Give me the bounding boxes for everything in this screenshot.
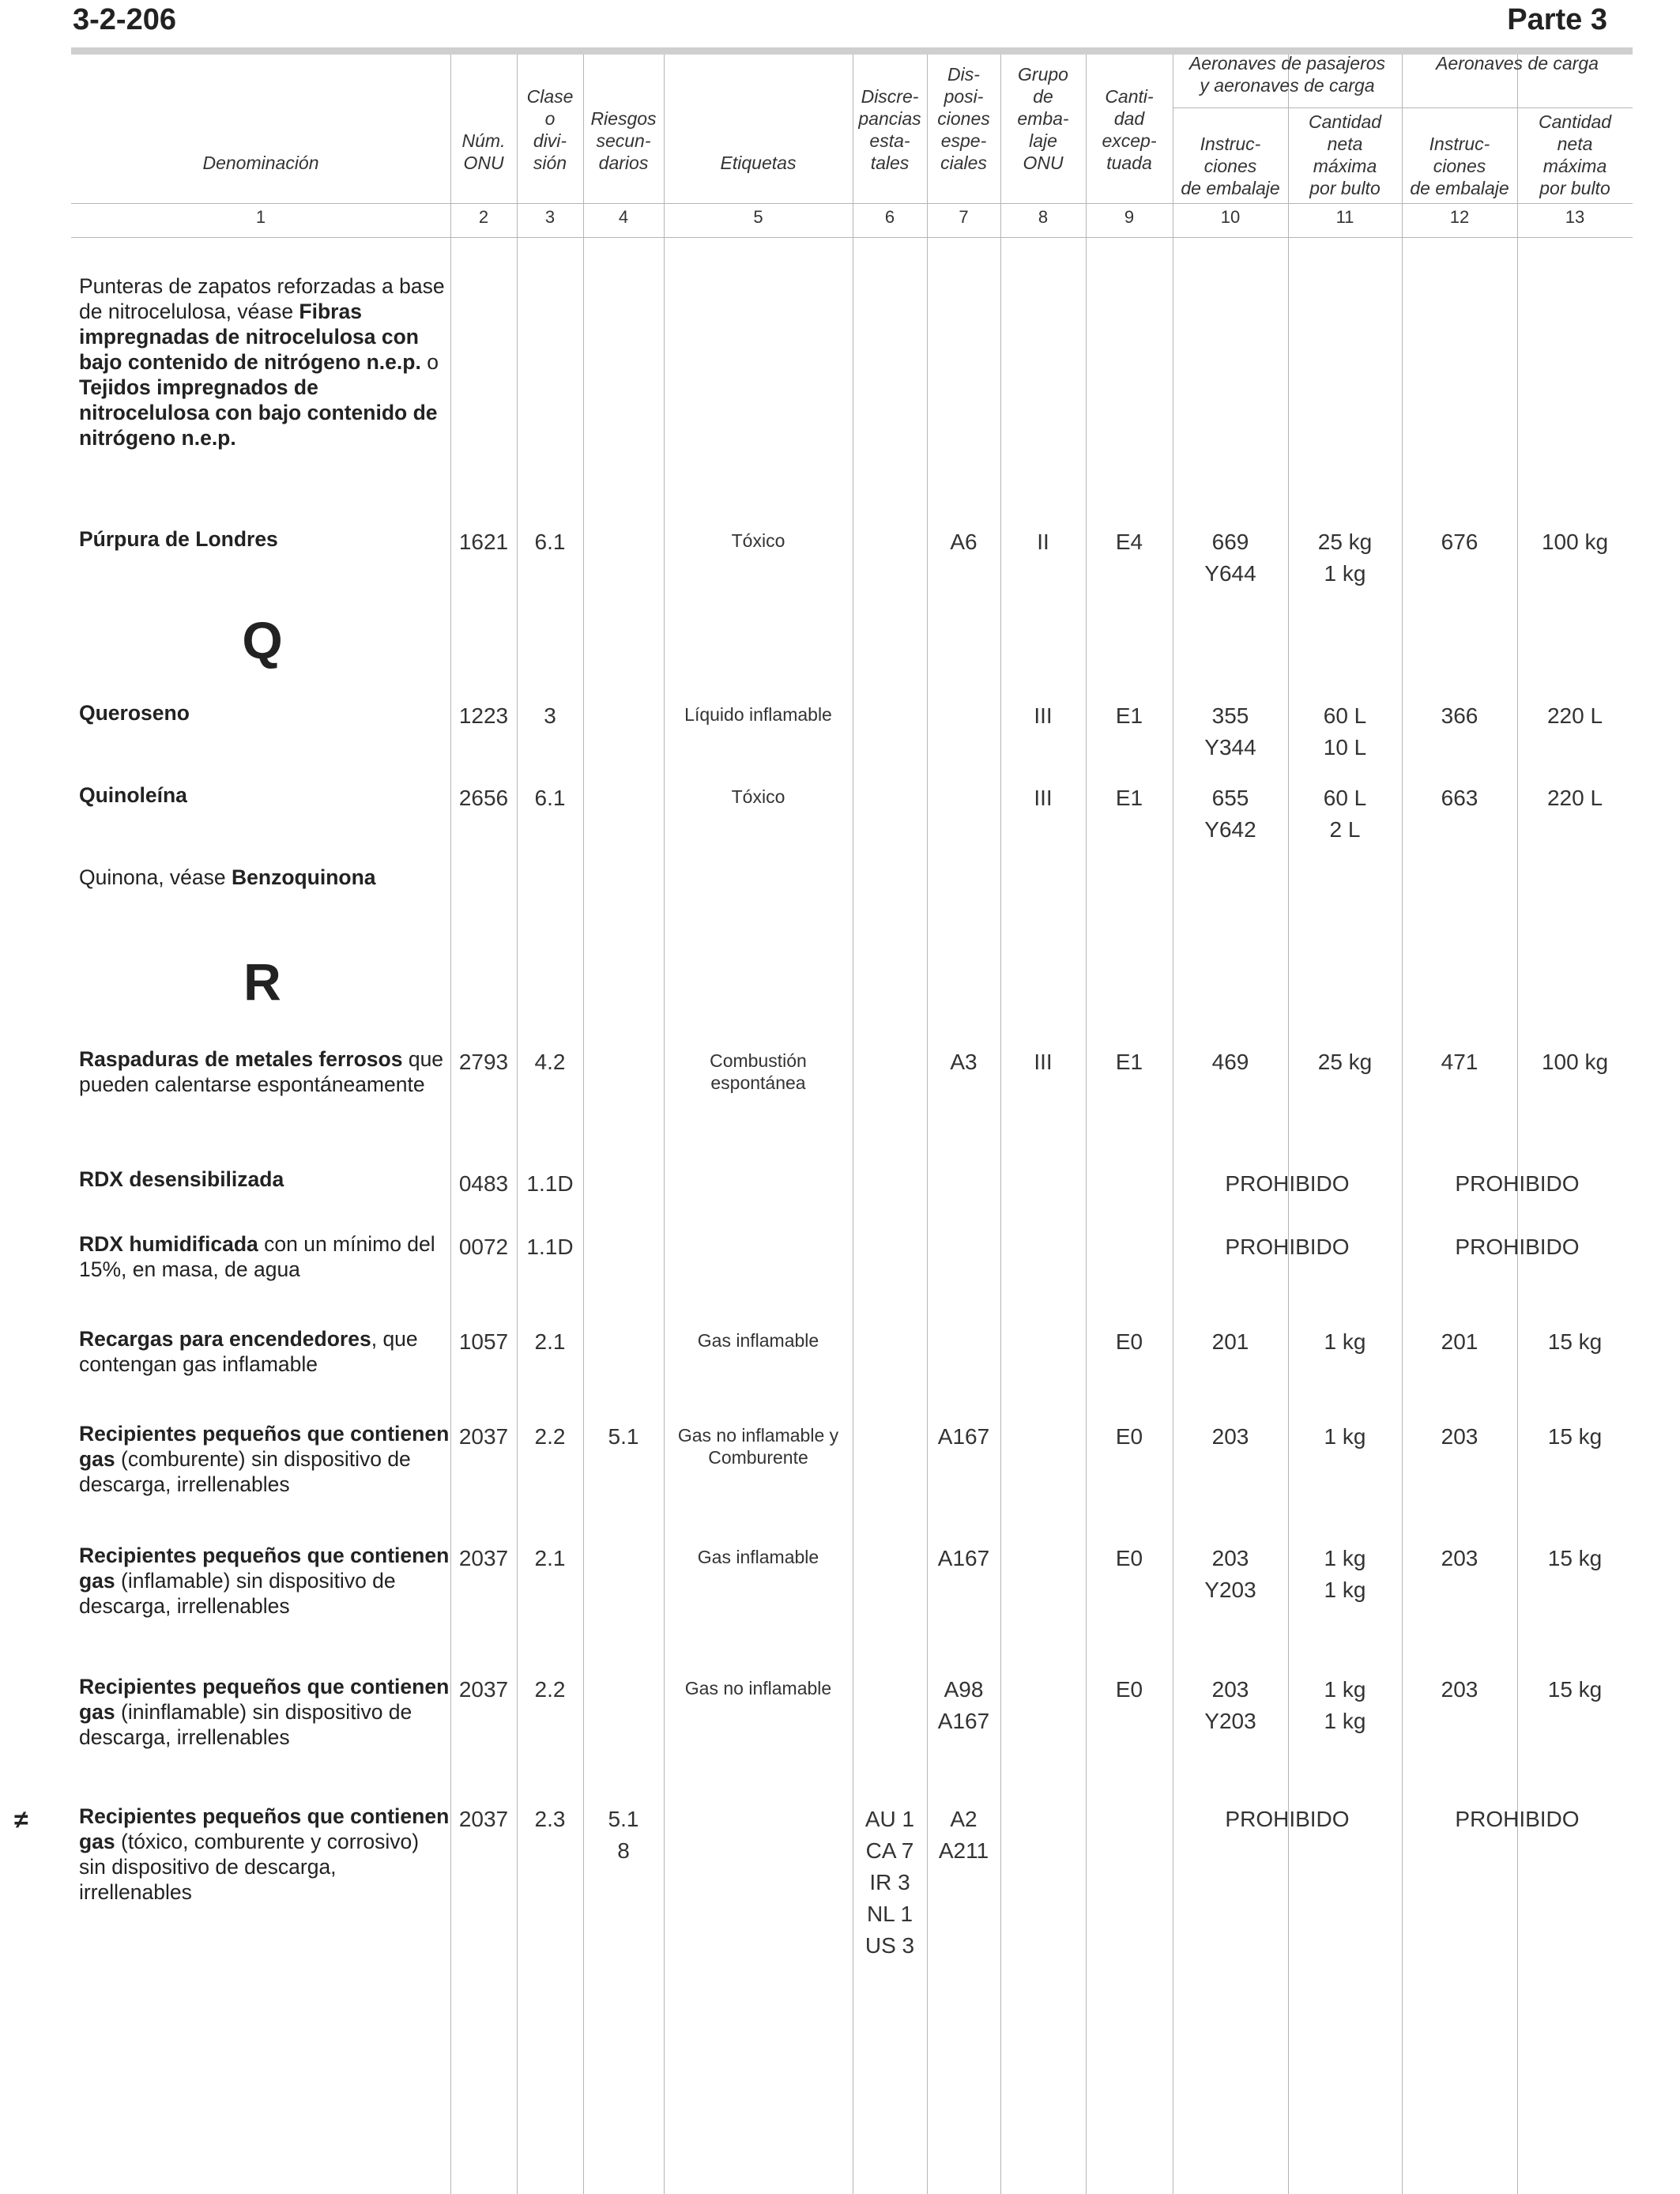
column-number: 10	[1220, 207, 1241, 227]
entry-recipientes-toxico-name: Recipientes pequeños que contienen gas (tóxico, comburente y corrosivo) sin dispositivo de descarga, irrellenables	[79, 1804, 450, 1904]
hazard-label: Gas no inflamable y Comburente	[677, 1425, 839, 1468]
entry-queroseno-name: Queroseno	[79, 701, 190, 725]
column-number: 4	[618, 207, 629, 227]
max-quantity-cargo: 100 kg	[1541, 1050, 1609, 1074]
packing-instruction-cargo: 366	[1441, 703, 1478, 728]
column-number: 7	[959, 207, 969, 227]
packing-instruction-pax: 203 Y203	[1204, 1677, 1256, 1733]
class-division: 2.2	[534, 1424, 566, 1449]
entry-raspaduras-name: Raspaduras de metales ferrosos que pueden calentarse espontáneamente	[79, 1047, 444, 1096]
special-provisions: A3	[950, 1050, 977, 1074]
hazard-label: Tóxico	[731, 530, 785, 551]
max-quantity-cargo: 220 L	[1546, 786, 1603, 810]
page-code: 3-2-206	[73, 3, 176, 36]
max-quantity-pax: 1 kg	[1324, 1329, 1366, 1354]
un-number: 2037	[458, 1807, 509, 1831]
column-divider	[1517, 55, 1518, 2194]
max-quantity-pax: 60 L 10 L	[1323, 703, 1367, 760]
column-number: 9	[1124, 207, 1135, 227]
excepted-quantity: E1	[1115, 703, 1143, 728]
class-division: 2.1	[534, 1546, 566, 1570]
class-division: 6.1	[534, 530, 566, 554]
header-grupo-embalaje: Grupo de emba- laje ONU	[1017, 64, 1069, 173]
packing-instruction-pax: 203	[1211, 1424, 1249, 1449]
entry-rdx-humidificada-name: RDX humidificada con un mínimo del 15%, en masa, de agua	[79, 1232, 435, 1281]
header-riesgos: Riesgos secun- darios	[590, 108, 657, 173]
packing-group: III	[1034, 703, 1053, 728]
hazard-label: Gas inflamable	[697, 1547, 819, 1567]
un-number: 2793	[458, 1050, 509, 1074]
header-group-passenger: Aeronaves de pasajeros y aeronaves de carga	[1188, 53, 1386, 96]
max-quantity-cargo: 15 kg	[1547, 1677, 1603, 1702]
max-quantity-cargo: 220 L	[1546, 703, 1603, 728]
packing-instruction-cargo: 203	[1441, 1424, 1478, 1449]
un-number: 0072	[458, 1235, 509, 1259]
packing-instruction-cargo: 203	[1441, 1546, 1478, 1570]
packing-group: III	[1034, 786, 1053, 810]
class-division: 2.3	[534, 1807, 566, 1831]
number-row-divider	[71, 237, 1633, 238]
forbidden-pax: PROHIBIDO	[1225, 1171, 1350, 1196]
hazard-label: Gas no inflamable	[684, 1678, 832, 1698]
header-cantidad-exceptuada: Canti- dad excep- tuada	[1102, 86, 1157, 173]
header-group-cargo: Aeronaves de carga	[1436, 53, 1599, 74]
entry-recipientes-inflamable-name: Recipientes pequeños que contienen gas (inflamable) sin dispositivo de descarga, irrellenables	[79, 1544, 450, 1618]
forbidden-pax: PROHIBIDO	[1225, 1807, 1350, 1831]
part-title: Parte 3	[1507, 3, 1607, 36]
un-number: 2037	[458, 1424, 509, 1449]
excepted-quantity: E1	[1115, 1050, 1143, 1074]
packing-instruction-cargo: 663	[1441, 786, 1478, 810]
max-quantity-pax: 1 kg	[1324, 1424, 1366, 1449]
subsidiary-risk: 5.1 8	[608, 1807, 639, 1863]
entry-purpura-name: Púrpura de Londres	[79, 527, 278, 551]
special-provisions: A167	[937, 1424, 990, 1449]
entry-recargas-name: Recargas para encendedores, que contengan gas inflamable	[79, 1327, 418, 1376]
class-division: 2.2	[534, 1677, 566, 1702]
forbidden-cargo: PROHIBIDO	[1455, 1235, 1580, 1259]
class-division: 6.1	[534, 786, 566, 810]
group-divider	[1173, 107, 1633, 108]
max-quantity-pax: 1 kg 1 kg	[1324, 1677, 1366, 1733]
packing-instruction-pax: 469	[1211, 1050, 1249, 1074]
max-quantity-cargo: 15 kg	[1547, 1329, 1603, 1354]
column-divider	[1000, 55, 1001, 2194]
excepted-quantity: E0	[1115, 1546, 1143, 1570]
entry-recipientes-comburente-name: Recipientes pequeños que contienen gas (comburente) sin dispositivo de descarga, irrellenables	[79, 1422, 450, 1496]
entry-recipientes-ininflamable-name: Recipientes pequeños que contienen gas (ininflamable) sin dispositivo de descarga, irrellenables	[79, 1675, 450, 1749]
column-number: 5	[753, 207, 763, 227]
section-letter-q: Q	[242, 611, 283, 669]
un-number: 2037	[458, 1677, 509, 1702]
excepted-quantity: E1	[1115, 786, 1143, 810]
header-divider	[71, 203, 1633, 204]
subsidiary-risk: 5.1	[608, 1424, 639, 1449]
max-quantity-cargo: 15 kg	[1547, 1424, 1603, 1449]
class-division: 1.1D	[526, 1235, 574, 1259]
special-provisions: A6	[950, 530, 977, 554]
packing-instruction-cargo: 471	[1441, 1050, 1478, 1074]
excepted-quantity: E0	[1115, 1424, 1143, 1449]
state-variations: AU 1 CA 7 IR 3 NL 1 US 3	[864, 1807, 915, 1958]
class-division: 4.2	[534, 1050, 566, 1074]
entry-quinoleina-name: Quinoleína	[79, 783, 187, 807]
un-number: 2037	[458, 1546, 509, 1570]
un-number: 1223	[458, 703, 509, 728]
class-division: 3	[544, 703, 556, 728]
column-divider	[450, 55, 451, 2194]
forbidden-cargo: PROHIBIDO	[1455, 1171, 1580, 1196]
packing-group: II	[1037, 530, 1049, 554]
special-provisions: A2 A211	[938, 1807, 989, 1863]
packing-instruction-cargo: 201	[1441, 1329, 1478, 1354]
special-provisions: A167	[937, 1546, 990, 1570]
entry-quinona-name: Quinona, véase Benzoquinona	[79, 865, 376, 889]
column-divider	[1086, 55, 1087, 2194]
max-quantity-cargo: 15 kg	[1547, 1546, 1603, 1570]
column-number: 2	[478, 207, 489, 227]
column-divider	[664, 55, 665, 2194]
column-number: 1	[255, 207, 266, 227]
column-divider	[583, 55, 584, 2194]
header-etiquetas: Etiquetas	[720, 153, 797, 173]
un-number: 1621	[458, 530, 509, 554]
un-number: 2656	[458, 786, 509, 810]
header-cantidad-pax: Cantidad neta máxima por bulto	[1308, 111, 1382, 198]
packing-instruction-pax: 669 Y644	[1204, 530, 1256, 586]
header-cantidad-cargo: Cantidad neta máxima por bulto	[1538, 111, 1612, 198]
max-quantity-cargo: 100 kg	[1541, 530, 1609, 554]
column-number: 3	[544, 207, 556, 227]
max-quantity-pax: 25 kg 1 kg	[1317, 530, 1373, 586]
column-number: 6	[884, 207, 895, 227]
packing-group: III	[1034, 1050, 1053, 1074]
special-provisions: A98 A167	[937, 1677, 990, 1733]
header-instrucciones-pax: Instruc- ciones de embalaje	[1181, 134, 1280, 198]
column-number: 8	[1038, 207, 1049, 227]
excepted-quantity: E4	[1115, 530, 1143, 554]
column-divider	[1288, 55, 1289, 2194]
excepted-quantity: E0	[1115, 1677, 1143, 1702]
hazard-label: Líquido inflamable	[684, 704, 832, 725]
hazard-label: Gas inflamable	[697, 1330, 819, 1351]
header-discrepancias: Discre- pancias esta- tales	[858, 86, 921, 173]
column-number: 11	[1335, 207, 1354, 227]
hazard-label: Tóxico	[731, 786, 785, 807]
column-number: 12	[1449, 207, 1470, 227]
max-quantity-pax: 25 kg	[1317, 1050, 1373, 1074]
un-number: 0483	[458, 1171, 509, 1196]
packing-instruction-cargo: 203	[1441, 1677, 1478, 1702]
packing-instruction-pax: 203 Y203	[1204, 1546, 1256, 1602]
header-instrucciones-cargo: Instruc- ciones de embalaje	[1410, 134, 1509, 198]
max-quantity-pax: 1 kg 1 kg	[1324, 1546, 1366, 1602]
section-letter-r: R	[243, 952, 281, 1011]
packing-instruction-pax: 201	[1211, 1329, 1249, 1354]
packing-instruction-pax: 655 Y642	[1204, 786, 1256, 842]
class-division: 2.1	[534, 1329, 566, 1354]
max-quantity-pax: 60 L 2 L	[1323, 786, 1367, 842]
header-denominacion: Denominación	[202, 153, 319, 173]
packing-instruction-cargo: 676	[1441, 530, 1478, 554]
header-disposiciones: Dis- posi- ciones espe- ciales	[937, 64, 990, 173]
class-division: 1.1D	[526, 1171, 574, 1196]
header-clase: Clase o divi- sión	[526, 86, 574, 173]
column-divider	[1402, 55, 1403, 2194]
entry-rdx-desensibilizada-name: RDX desensibilizada	[79, 1167, 284, 1191]
un-number: 1057	[458, 1329, 509, 1354]
change-mark: ≠	[14, 1805, 28, 1834]
forbidden-pax: PROHIBIDO	[1225, 1235, 1350, 1259]
column-number: 13	[1565, 207, 1585, 227]
packing-instruction-pax: 355 Y344	[1204, 703, 1256, 760]
column-divider	[517, 55, 518, 2194]
excepted-quantity: E0	[1115, 1329, 1143, 1354]
header-num-onu: Núm. ONU	[461, 130, 506, 173]
column-divider	[927, 55, 928, 2194]
forbidden-cargo: PROHIBIDO	[1455, 1807, 1580, 1831]
hazard-label: Combustión espontánea	[710, 1050, 807, 1093]
entry-punteras-name: Punteras de zapatos reforzadas a base de nitrocelulosa, véase Fibras impregnadas de nitrocelulosa con bajo contenido de nitrógeno n.e.p. o Tejidos impregnados de nitrocelulosa con bajo contenido de nitrógeno n.e.p.	[79, 274, 445, 450]
